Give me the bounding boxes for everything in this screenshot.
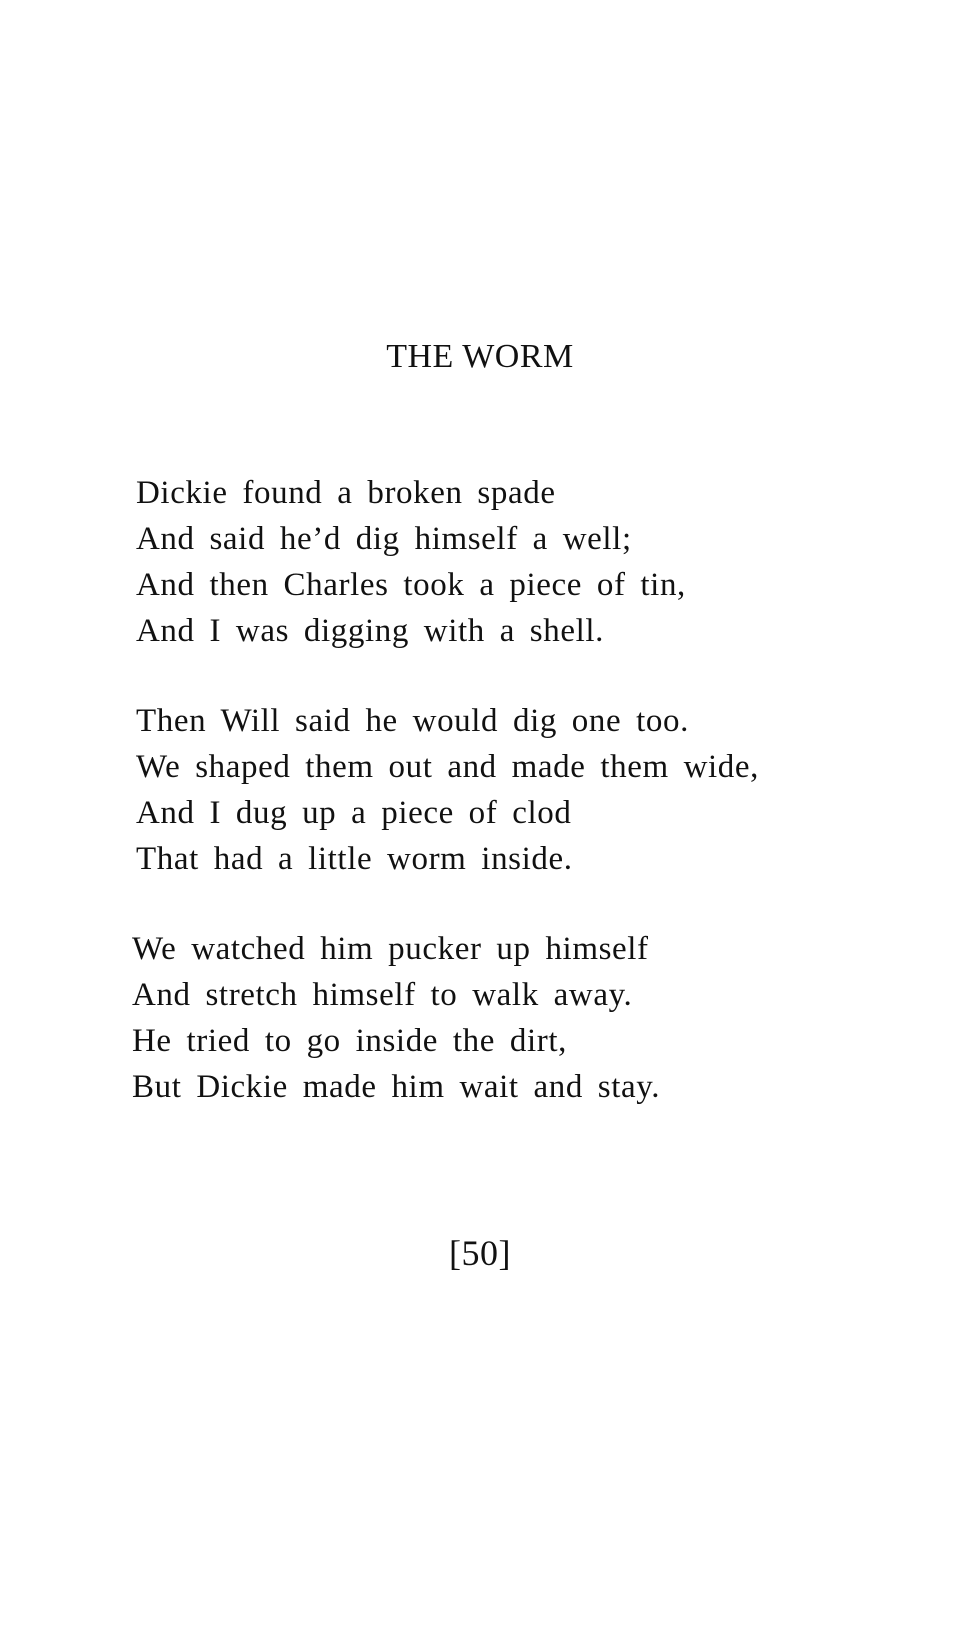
stanza-2 xyxy=(136,698,896,882)
poem-line: But Dickie made him wait and stay. xyxy=(132,1069,661,1105)
poem-line: And then Charles took a piece of tin, xyxy=(136,567,686,603)
stanza-3 xyxy=(132,926,896,1110)
stanza-1 xyxy=(136,470,896,654)
poem-line: And I dug up a piece of clod xyxy=(136,795,572,831)
poem-body xyxy=(132,470,896,1154)
poem-line: Dickie found a broken spade xyxy=(136,475,556,511)
poem-line: Then Will said he would dig one too. xyxy=(136,703,689,739)
page-number: [50] xyxy=(449,1233,511,1273)
poem-line: He tried to go inside the dirt, xyxy=(132,1023,567,1059)
poem-line: We shaped them out and made them wide, xyxy=(136,749,759,785)
poem-line: And stretch himself to walk away. xyxy=(132,977,633,1013)
poem-line: And I was digging with a shell. xyxy=(136,613,604,649)
poem-title: THE WORM xyxy=(386,338,574,375)
poem-line: That had a little worm inside. xyxy=(136,841,573,877)
poem-line: We watched him pucker up himself xyxy=(132,931,649,967)
poem-line: And said he’d dig himself a well; xyxy=(136,521,632,557)
